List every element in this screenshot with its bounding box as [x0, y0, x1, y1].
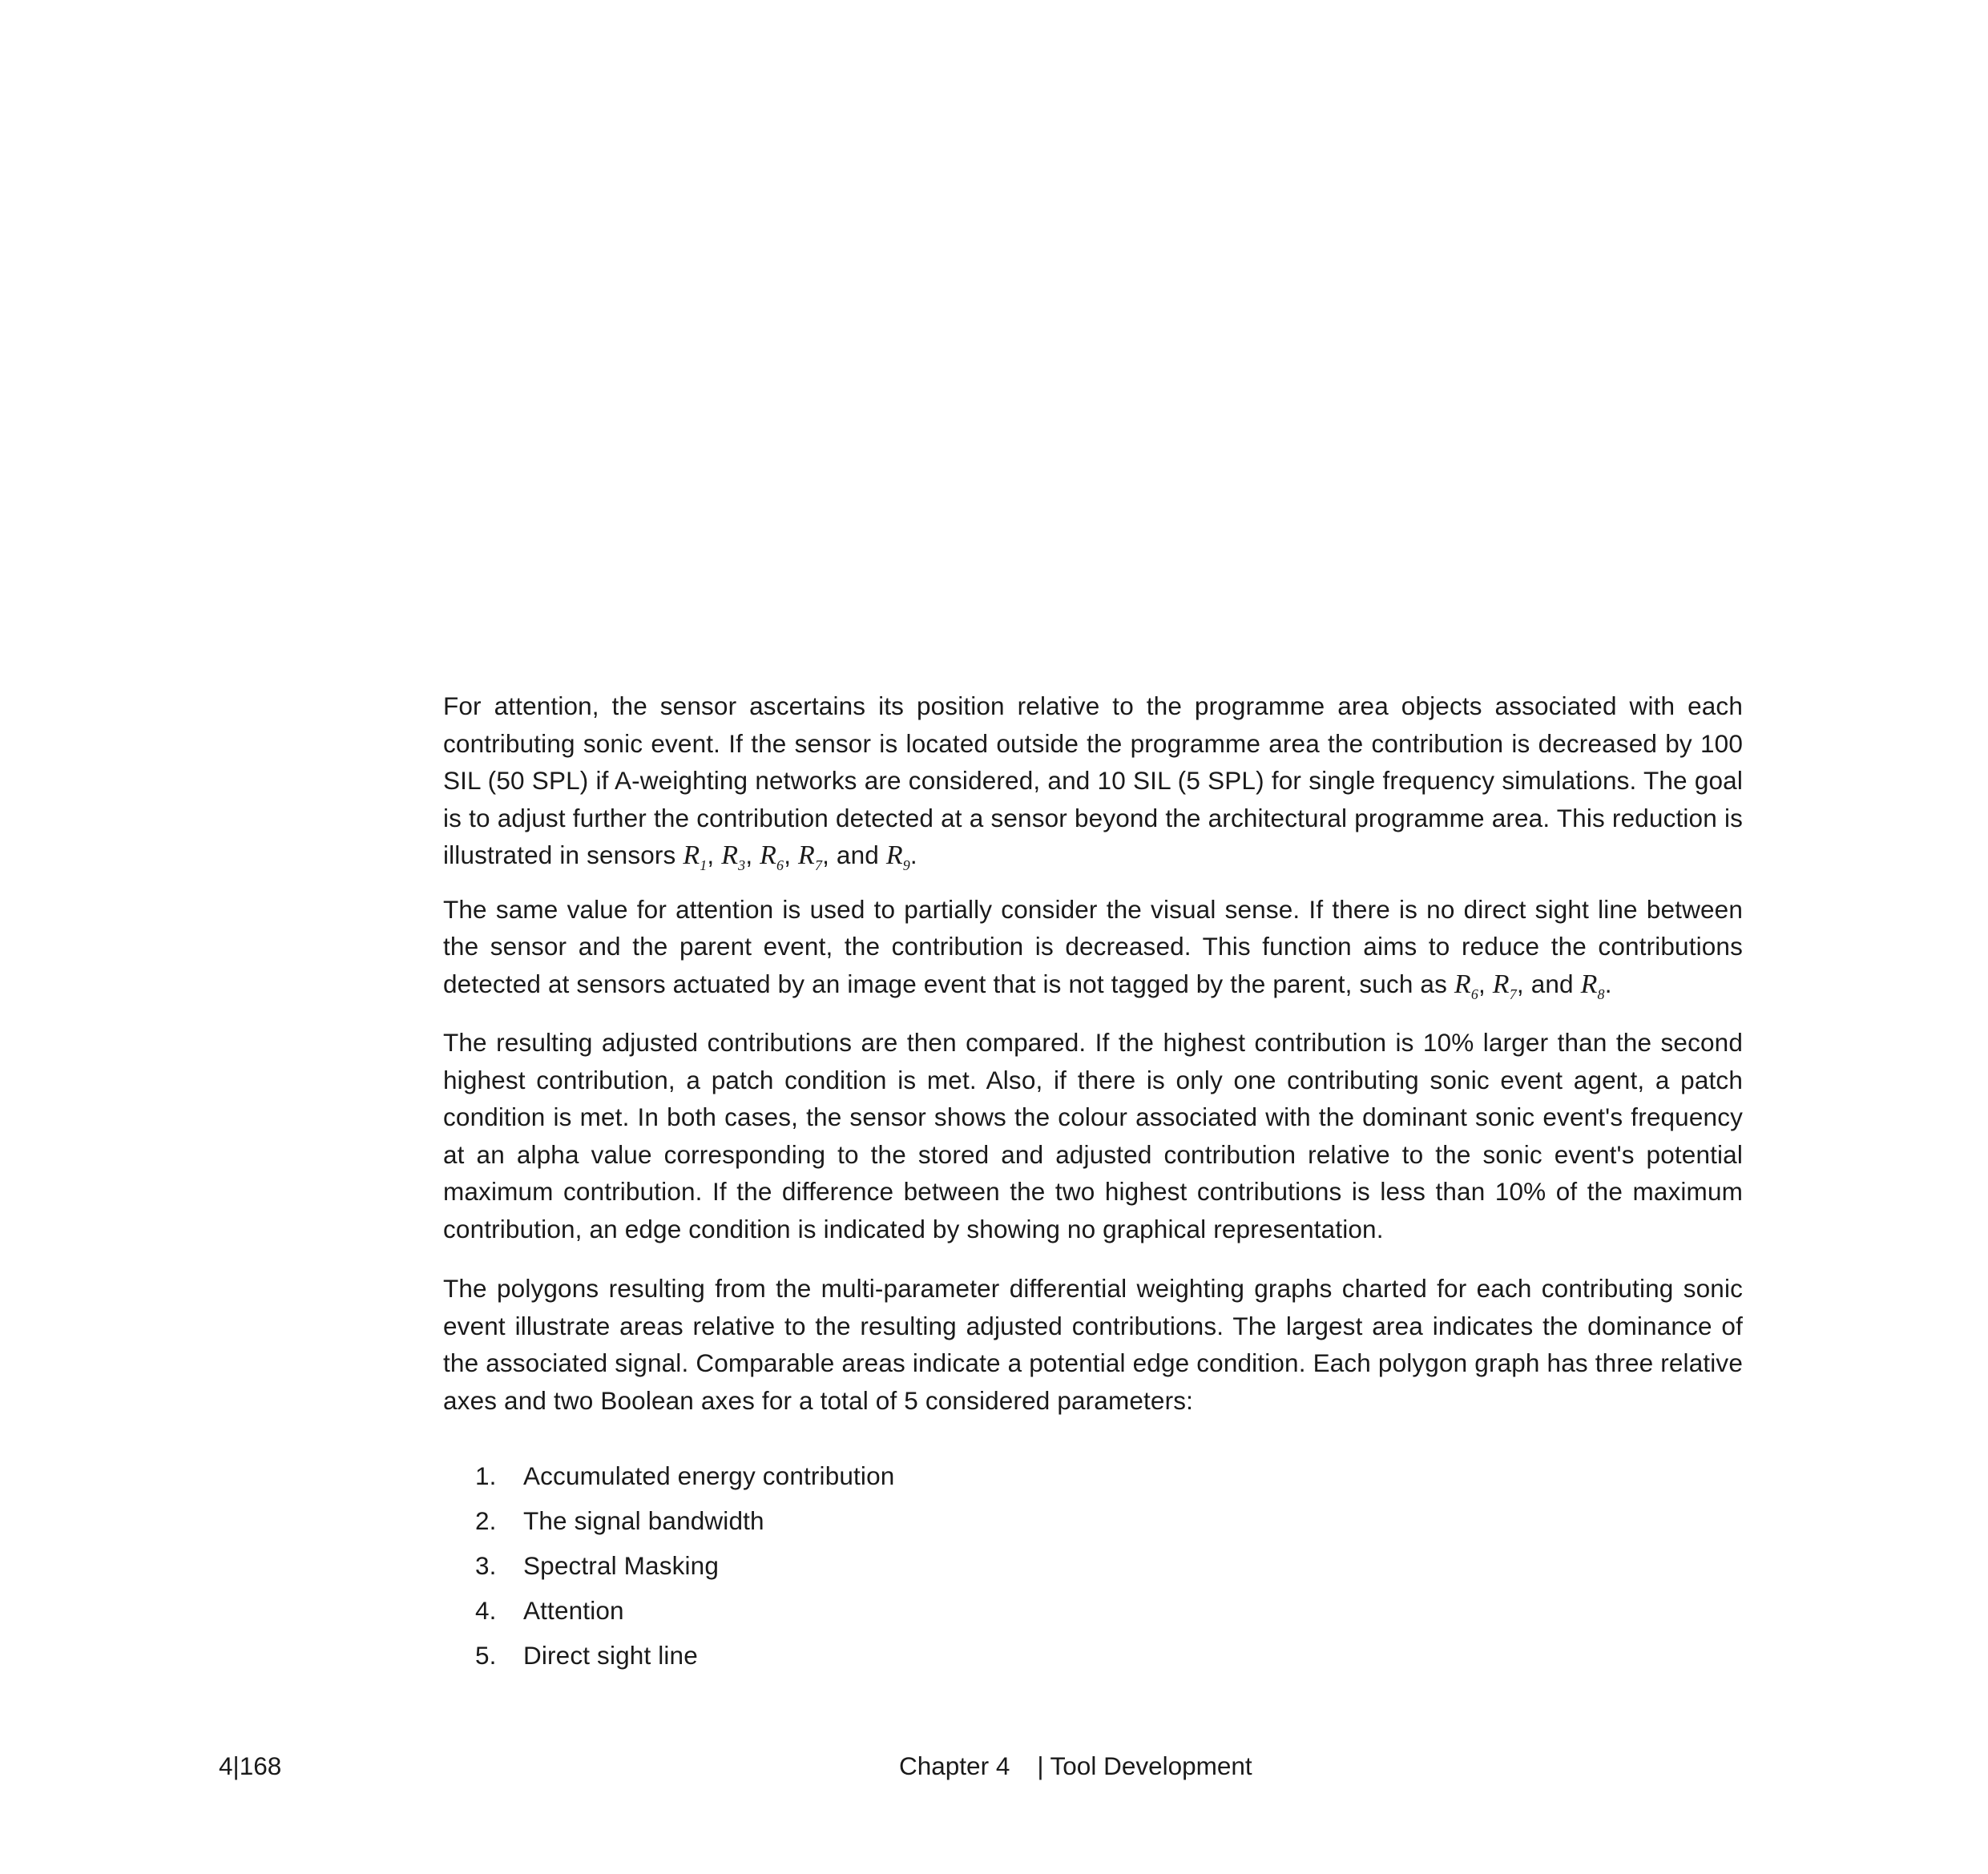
section-title: Tool Development [1050, 1751, 1252, 1780]
list-item [443, 1457, 1743, 1502]
sensor-label: $R_8$ [1580, 969, 1605, 1002]
sensor-label: $R_6$ [1454, 969, 1478, 1002]
sensor-label: $R_7$ [798, 840, 823, 873]
paragraph-polygons: The polygons resulting from the multi-parameter differential weighting graphs charted for each contributing sonic event illustrate areas relative to the resulting adjusted contributions. The largest area indicates the dominance of the associated signal. Comparable areas indicate a potential edge condition. Each polygon graph has three relative axes and two Boolean axes for a total of 5 considered parameters: [443, 1274, 1743, 1415]
footer-separator: | [1037, 1751, 1044, 1780]
page-body [443, 687, 1743, 1682]
paragraph-attention: For attention, the sensor ascertains its position relative to the programme area objects associated with each contributing sonic event. If the sensor is located outside the programme area the contribution is decreased by 100 SIL (50 SPL) if A-weighting networks are considered, and 10 SIL (5 SPL) for single frequency simulations. The goal is to adjust further the contribution detected at a sensor beyond the architectural programme area. This reduction is illustrated in sensors $R_1$, $R_3$, $R_6$, $R_7$, and $R_9$. [443, 691, 1743, 873]
list-item [443, 1637, 1743, 1682]
page-number: 4|168 [219, 1751, 282, 1780]
paragraph-text: For attention, the sensor ascertains its position relative to the programme area objects associated with each contributing sonic event. If the sensor is located outside the programme area the contribution is decreased by 100 SIL (50 SPL) if A-weighting networks are considered, and 10 SIL (5 SPL) for single frequency simulations. The goal is to adjust further the contribution detected at a sensor beyond the architectural programme area. This reduction is illustrated in sensors [443, 691, 1743, 869]
parameter-list [443, 1457, 1743, 1682]
list-number: 1. [475, 1461, 497, 1490]
list-label: Spectral Masking [523, 1551, 720, 1580]
paragraph-visual-sense: The same value for attention is used to partially consider the visual sense. If there is no direct sight line between the sensor and the parent event, the contribution is decreased. This function aims to reduce the contributions detected at sensors actuated by an image event that is not tagged by the parent, such as $R_6$, $R_7$, and $R_8$. [443, 894, 1743, 1002]
sensor-label: $R_1$ [683, 840, 708, 873]
list-number: 5. [475, 1641, 497, 1670]
list-label: Accumulated energy contribution [523, 1461, 895, 1490]
paragraph-text: The same value for attention is used to partially consider the visual sense. If there is no direct sight line between the sensor and the parent event, the contribution is decreased. This function aims to reduce the contributions detected at sensors actuated by an image event that is not tagged by the parent, such as [443, 894, 1743, 998]
list-number: 3. [475, 1551, 497, 1580]
sensor-label: $R_3$ [721, 840, 746, 873]
list-item [443, 1502, 1743, 1547]
chapter-label: Chapter 4 [899, 1751, 1010, 1780]
list-number: 4. [475, 1596, 497, 1625]
sensor-label: $R_6$ [760, 840, 784, 873]
sensor-label: $R_9$ [885, 840, 910, 873]
running-footer [899, 1750, 1252, 1782]
paragraph-comparison: The resulting adjusted contributions are then compared. If the highest contribution is 10% larger than the second highest contribution, a patch condition is met. Also, if there is only one contributing sonic event agent, a patch condition is met. In both cases, the sensor shows the colour associated with the dominant sonic event's frequency at an alpha value corresponding to the stored and adjusted contribution relative to the sonic event's potential maximum contribution. If the difference between the two highest contributions is less than 10% of the maximum contribution, an edge condition is indicated by showing no graphical representation. [443, 1028, 1743, 1243]
list-label: The signal bandwidth [523, 1506, 764, 1535]
list-number: 2. [475, 1506, 497, 1535]
list-item [443, 1547, 1743, 1592]
sensor-label: $R_7$ [1492, 969, 1517, 1002]
list-label: Attention [523, 1596, 624, 1625]
list-label: Direct sight line [523, 1641, 698, 1670]
list-item [443, 1592, 1743, 1637]
